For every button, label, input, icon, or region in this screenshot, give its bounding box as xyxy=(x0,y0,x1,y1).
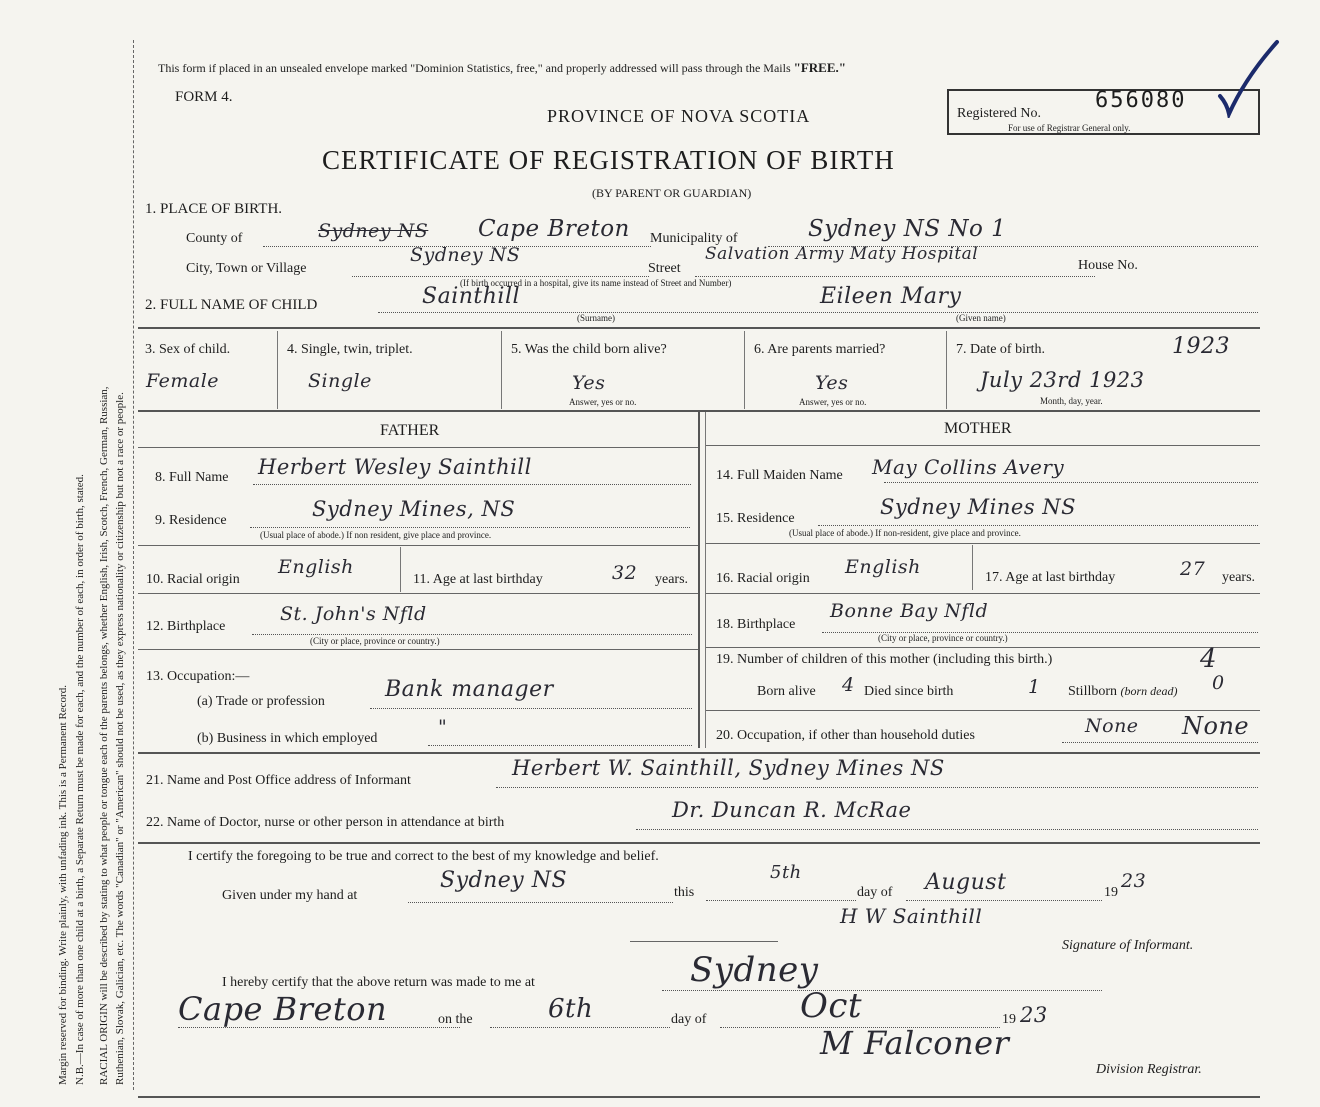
given-name-note: (Given name) xyxy=(956,313,1006,323)
informant-certify-statement: I certify the foregoing to be true and correct to the best of my knowledge and belief. xyxy=(188,849,659,864)
registrar-certify-statement: I hereby certify that the above return was made to me at xyxy=(222,975,535,990)
mail-note: This form if placed in an unsealed envelope marked "Dominion Statistics, free," and properly addressed will pass through the Mails "FREE." xyxy=(158,60,846,75)
surname-note: (Surname) xyxy=(577,313,615,323)
child-surname: Sainthill xyxy=(422,284,521,309)
mother-age-value: 27 xyxy=(1180,558,1206,580)
informant-label: 21. Name and Post Office address of Informant xyxy=(146,773,411,788)
registered-no-note: For use of Registrar General only. xyxy=(1008,123,1131,133)
municipality-label: Municipality of xyxy=(650,231,738,246)
registered-no-value: 656080 xyxy=(1095,88,1187,113)
plurality-label: 4. Single, twin, triplet. xyxy=(287,342,413,357)
certify-year-prefix: 19 xyxy=(1104,885,1118,900)
died-since-birth-label: Died since birth xyxy=(864,684,954,699)
mother-birthplace-note: (City or place, province or country.) xyxy=(878,633,1008,643)
registrar-year-suffix: 23 xyxy=(1020,1003,1048,1027)
doctor-label: 22. Name of Doctor, nurse or other person in attendance at birth xyxy=(146,815,505,830)
mother-birthplace-value: Bonne Bay Nfld xyxy=(830,600,989,622)
registrar-signature: M Falconer xyxy=(820,1024,1010,1062)
doctor-value: Dr. Duncan R. McRae xyxy=(672,798,912,822)
street-label: Street xyxy=(648,261,681,276)
sex-label: 3. Sex of child. xyxy=(145,342,231,357)
mother-birthplace-label: 18. Birthplace xyxy=(716,617,796,632)
child-name-label: 2. FULL NAME OF CHILD xyxy=(145,297,318,313)
mother-children-value: 4 xyxy=(1200,644,1218,674)
margin-note-racial-1: RACIAL ORIGIN will be described by stating to what people or tongue each of the parents belongs, whether English, Irish, Scotch, French, German, Russian, xyxy=(98,386,110,1085)
died-since-birth-value: 1 xyxy=(1028,676,1041,698)
form-number: FORM 4. xyxy=(175,89,233,105)
born-alive-count-value: 4 xyxy=(842,674,855,696)
father-trade-value: Bank manager xyxy=(385,677,554,702)
date-of-birth-year: 1923 xyxy=(1172,334,1230,359)
certify-month-value: August xyxy=(925,870,1007,895)
registrar-signature-label: Division Registrar. xyxy=(1096,1062,1202,1077)
plurality-value: Single xyxy=(308,370,372,392)
father-birthplace-note: (City or place, province or country.) xyxy=(310,636,440,646)
certify-day-value: 5th xyxy=(770,862,802,883)
mother-residence-note: (Usual place of abode.) If non-resident, give place and province. xyxy=(789,528,1021,538)
informant-signature: H W Sainthill xyxy=(840,904,983,928)
father-age-label: 11. Age at last birthday xyxy=(413,572,543,587)
registered-no-label: Registered No. xyxy=(957,106,1041,121)
father-racial-value: English xyxy=(278,556,354,578)
father-birthplace-label: 12. Birthplace xyxy=(146,619,226,634)
father-years: years. xyxy=(655,572,689,587)
mother-residence-value: Sydney Mines NS xyxy=(880,495,1077,519)
certificate-subtitle: (BY PARENT OR GUARDIAN) xyxy=(592,186,752,200)
parents-married-note: Answer, yes or no. xyxy=(799,397,867,407)
father-residence-value: Sydney Mines, NS xyxy=(312,497,516,521)
father-heading: FATHER xyxy=(380,422,440,439)
stillborn-value: 0 xyxy=(1212,672,1225,694)
certificate-title: CERTIFICATE OF REGISTRATION OF BIRTH xyxy=(322,145,895,175)
municipality-value: Sydney NS No 1 xyxy=(808,216,1007,242)
city-label: City, Town or Village xyxy=(186,261,307,276)
mother-racial-label: 16. Racial origin xyxy=(716,571,810,586)
date-of-birth-note: Month, day, year. xyxy=(1040,396,1103,406)
father-trade-label: (a) Trade or profession xyxy=(197,694,325,709)
county-struck-value: Sydney NS xyxy=(318,220,429,242)
mother-occupation-value-2: None xyxy=(1182,712,1250,740)
father-name-label: 8. Full Name xyxy=(155,470,229,485)
mother-heading: MOTHER xyxy=(944,420,1012,437)
margin-note-nb: N.B.—In case of more than one child at a birth, a Separate Return must be made for each, and the number of each, in order of birth, stated. xyxy=(74,474,86,1085)
father-name-value: Herbert Wesley Sainthill xyxy=(258,455,532,479)
born-alive-count-label: Born alive xyxy=(757,684,816,699)
born-alive-label: 5. Was the child born alive? xyxy=(511,342,667,357)
hospital-note: (If birth occurred in a hospital, give its name instead of Street and Number) xyxy=(460,278,732,288)
born-alive-value: Yes xyxy=(572,372,606,394)
registrar-day-label: day of xyxy=(671,1012,707,1027)
mother-name-value: May Collins Avery xyxy=(872,455,1065,479)
father-business-label: (b) Business in which employed xyxy=(197,731,378,746)
born-alive-note: Answer, yes or no. xyxy=(569,397,637,407)
mother-residence-label: 15. Residence xyxy=(716,511,795,526)
mother-name-label: 14. Full Maiden Name xyxy=(716,468,843,483)
date-of-birth-label: 7. Date of birth. xyxy=(956,342,1046,357)
informant-value: Herbert W. Sainthill, Sydney Mines NS xyxy=(512,756,945,780)
city-value: Sydney NS xyxy=(410,244,521,266)
given-under-hand-label: Given under my hand at xyxy=(222,888,358,903)
registrar-day-value: 6th xyxy=(548,994,594,1024)
informant-signature-label: Signature of Informant. xyxy=(1062,938,1194,953)
margin-note-binding: Margin reserved for binding. Write plainly, with unfading ink. This is a Permanent Record. xyxy=(57,685,69,1085)
mother-occupation-value: None xyxy=(1085,715,1139,737)
certify-day-label: day of xyxy=(857,885,893,900)
parents-married-value: Yes xyxy=(815,372,849,394)
date-of-birth-value: July 23rd 1923 xyxy=(980,368,1145,392)
mother-children-label: 19. Number of children of this mother (including this birth.) xyxy=(716,652,1053,667)
child-given-name: Eileen Mary xyxy=(820,284,962,309)
sex-value: Female xyxy=(146,370,220,392)
mother-age-label: 17. Age at last birthday xyxy=(985,570,1116,585)
street-value: Salvation Army Maty Hospital xyxy=(705,244,979,264)
parents-married-label: 6. Are parents married? xyxy=(754,342,886,357)
stillborn-label: Stillborn (born dead) xyxy=(1068,684,1178,699)
this-label: this xyxy=(674,885,695,900)
father-residence-label: 9. Residence xyxy=(155,513,227,528)
county-value: Cape Breton xyxy=(478,216,630,242)
registrar-month-value: Oct xyxy=(800,986,863,1026)
father-business-value: " xyxy=(438,716,448,738)
margin-rule xyxy=(133,40,134,1090)
father-racial-label: 10. Racial origin xyxy=(146,572,240,587)
on-the-label: on the xyxy=(438,1012,473,1027)
mother-years: years. xyxy=(1222,570,1256,585)
house-no-label: House No. xyxy=(1078,258,1138,273)
father-birthplace-value: St. John's Nfld xyxy=(280,603,427,625)
margin-note-racial-2: Ruthenian, Slovak, Galician, etc. The words "Canadian" or "American" should not be used, as they express nationality or citizenship but not a race or people. xyxy=(114,392,126,1085)
county-label: County of xyxy=(186,231,243,246)
mother-occupation-label: 20. Occupation, if other than household duties xyxy=(716,728,975,743)
father-occupation-label: 13. Occupation:— xyxy=(146,669,250,684)
certify-year-suffix: 23 xyxy=(1121,870,1147,892)
mother-racial-value: English xyxy=(845,556,921,578)
province-heading: PROVINCE OF NOVA SCOTIA xyxy=(547,106,811,126)
given-place-value: Sydney NS xyxy=(440,868,568,893)
checkmark-icon xyxy=(1215,38,1285,118)
registrar-place-value: Sydney xyxy=(690,950,819,990)
registrar-county-value: Cape Breton xyxy=(178,990,388,1028)
father-residence-note: (Usual place of abode.) If non resident, give place and province. xyxy=(260,530,492,540)
place-of-birth-label: 1. PLACE OF BIRTH. xyxy=(145,201,283,217)
father-age-value: 32 xyxy=(612,562,638,584)
registrar-year-prefix: 19 xyxy=(1002,1012,1016,1027)
